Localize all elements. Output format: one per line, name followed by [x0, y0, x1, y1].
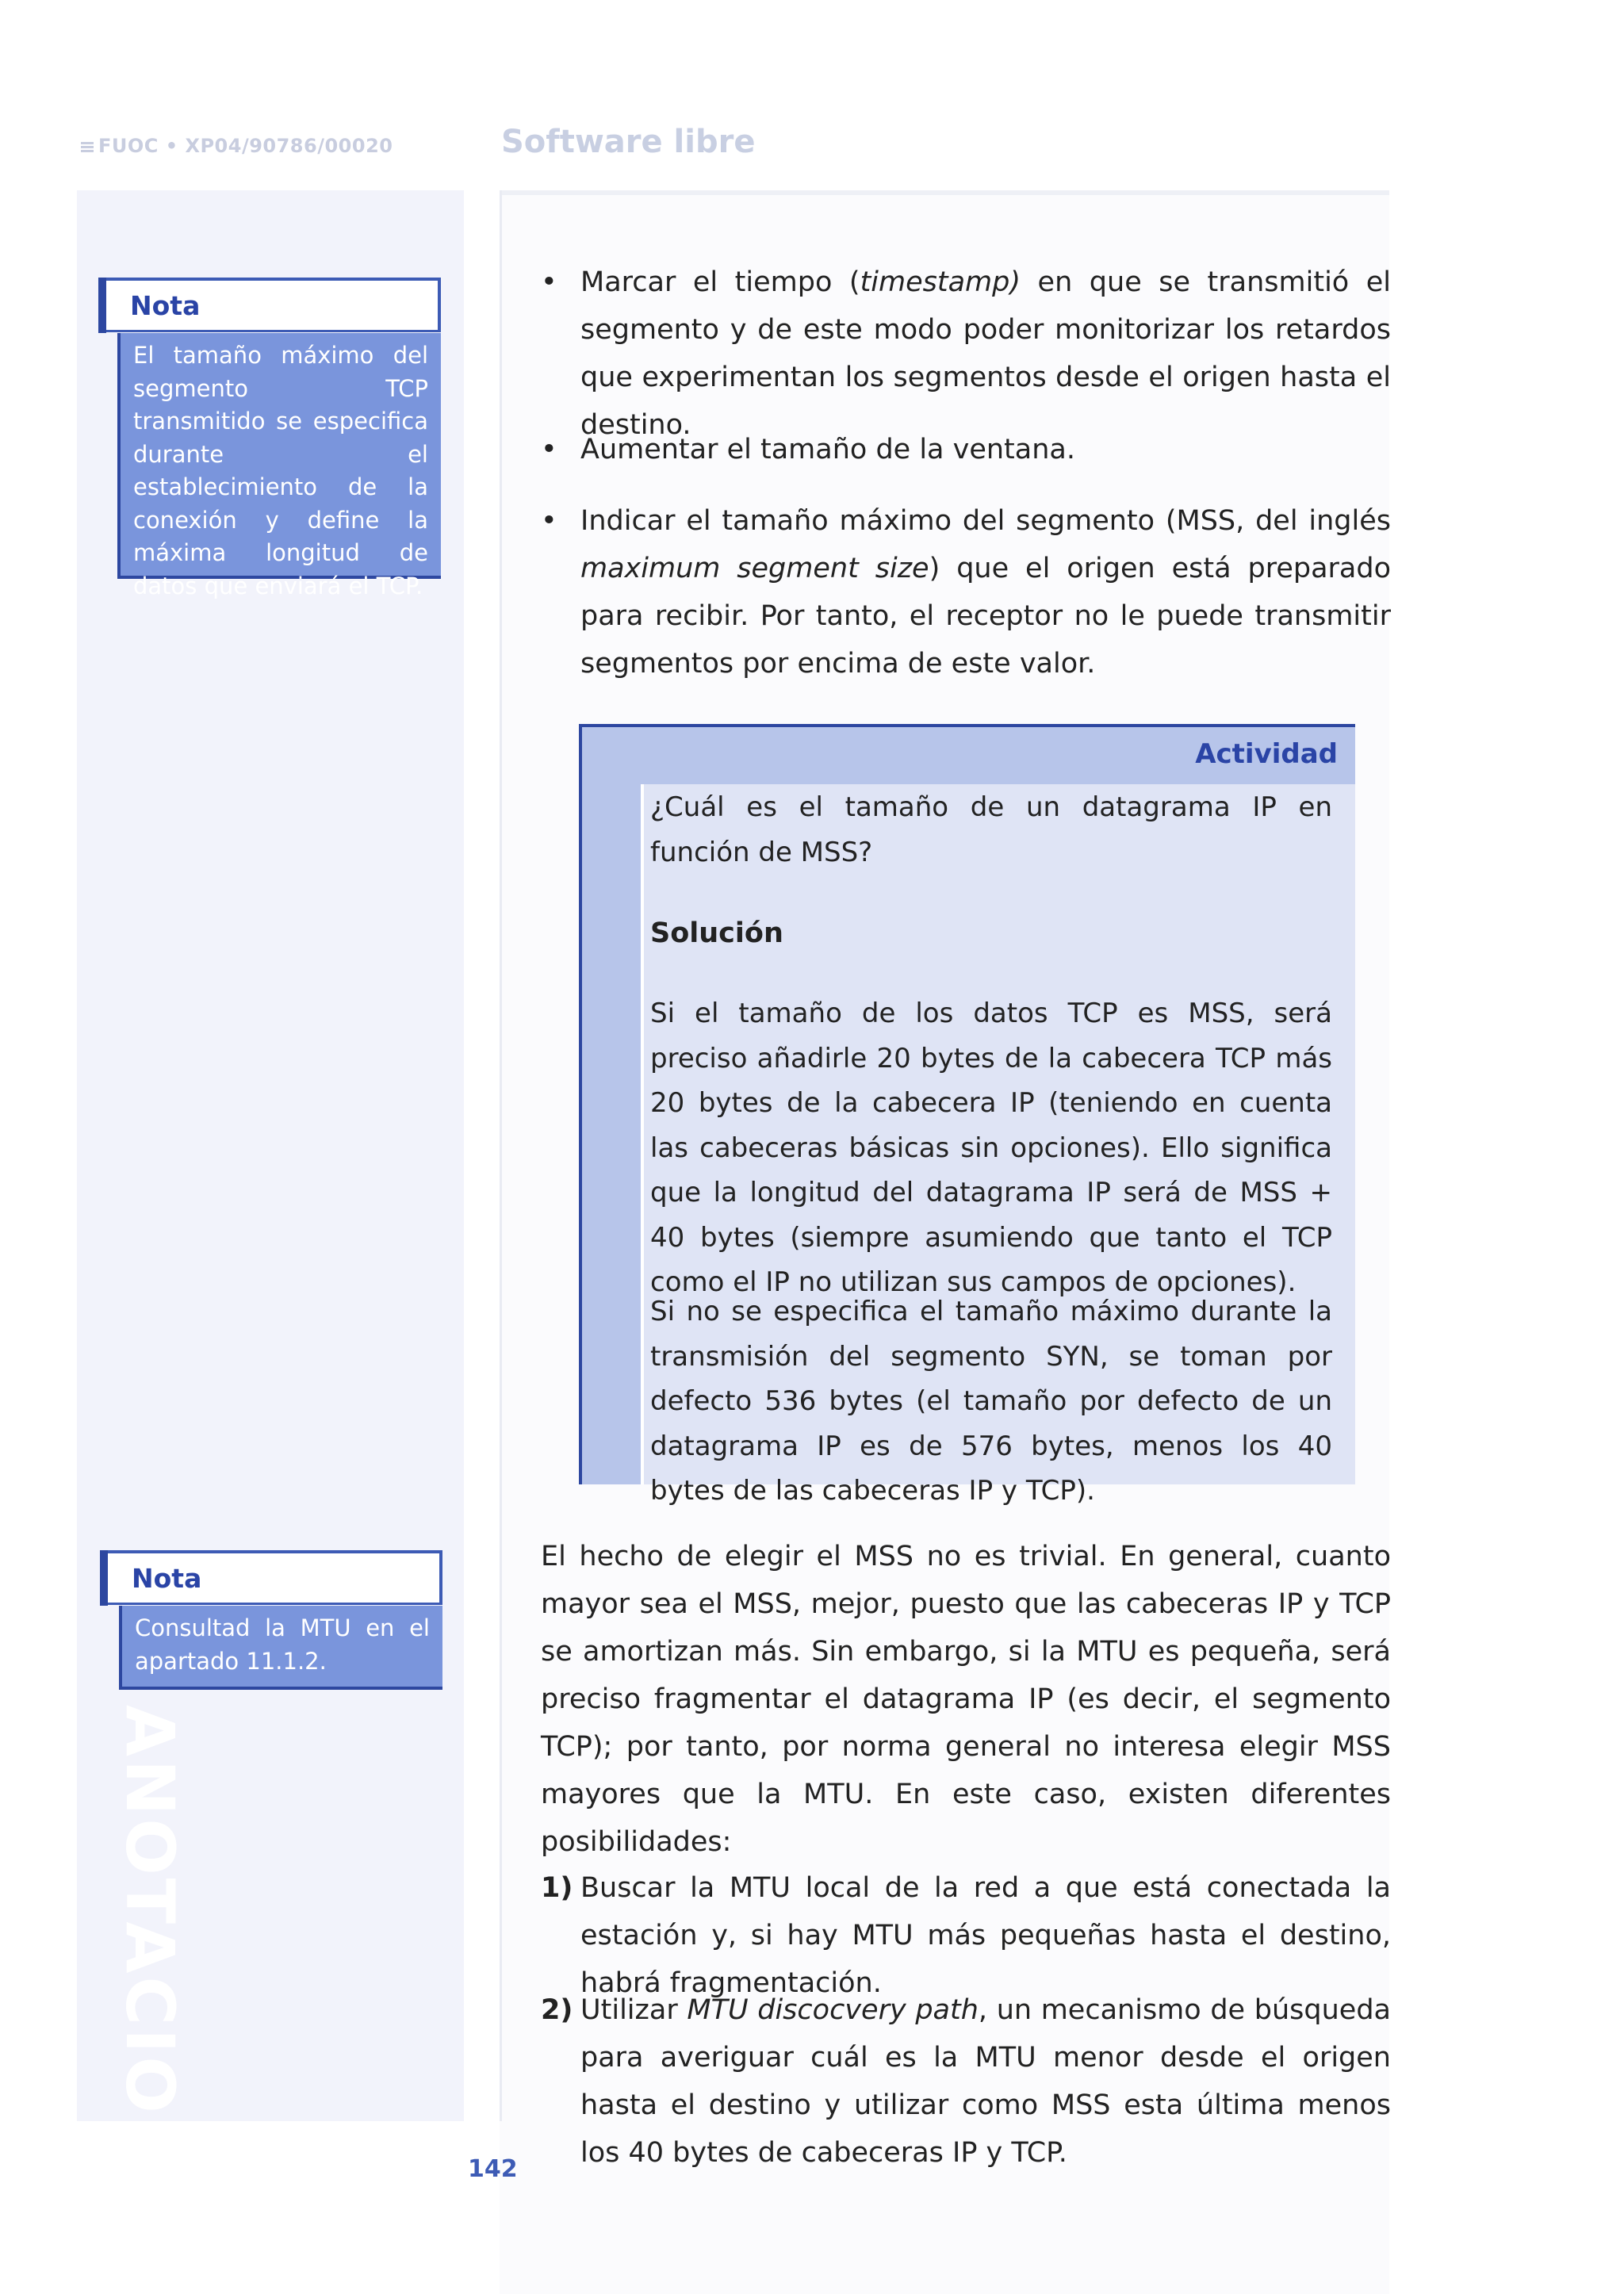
bullet-text: Indicar el tamaño máximo del segmento (MSS, del inglés: [580, 505, 1391, 537]
nota-body: El tamaño máximo del segmento TCP transmitido se especifica durante el establecimiento de la conexión y define la máxima longitud de datos que enviará el TCP.: [117, 333, 441, 579]
nota-title: Nota: [132, 1563, 202, 1594]
solucion-paragraph-2: Si no se especifica el tamaño máximo durante la transmisión del segmento SYN, se toman por defecto 536 bytes (el tamaño por defecto de un datagrama IP es de 576 bytes, menos los 40 bytes de las cabeceras IP y TCP).: [650, 1296, 1332, 1507]
page-number: 142: [468, 2155, 518, 2183]
fuoc-logo-icon: [79, 139, 95, 155]
actividad-label: Actividad: [1195, 738, 1338, 770]
main-frame-top-border: [500, 190, 1389, 195]
actividad-question: ¿Cuál es el tamaño de un datagrama IP en función de MSS?: [650, 791, 1332, 868]
header-reference: [79, 135, 393, 157]
bullet-item-1: [580, 259, 1391, 449]
solucion-paragraph-1: Si el tamaño de los datos TCP es MSS, será preciso añadirle 20 bytes de la cabecera TCP más 20 bytes de la cabecera IP (teniendo en cuenta las cabeceras básicas sin opciones). Ello significa que la longitud del datagrama IP será de MSS + 40 bytes (siempre asumiendo que tanto el TCP como el IP no utilizan sus campos de opciones).: [650, 998, 1332, 1298]
main-paragraph: El hecho de elegir el MSS no es trivial. En general, cuanto mayor sea el MSS, mejor, puesto que las cabeceras IP y TCP se amortizan más. Sin embargo, si la MTU es pequeña, será preciso fragmentar el datagrama IP (es decir, el segmento TCP); por tanto, por norma general no interesa elegir MSS mayores que la MTU. En este caso, existen diferentes posibilidades:: [541, 1541, 1391, 1858]
nota-box-1: [98, 278, 441, 599]
bullet-text: Aumentar el tamaño de la ventana.: [580, 434, 1075, 465]
bullet-text: en que se transmitió el segmento y de este modo poder monitorizar los retardos que experimentan los segmentos desde el origen hasta el destino.: [580, 266, 1391, 441]
bullet-emphasis: timestamp): [860, 266, 1021, 298]
nota-body: Consultad la MTU en el apartado 11.1.2.: [119, 1606, 442, 1690]
list-item-text: Buscar la MTU local de la red a que está conectada la estación y, si hay MTU más pequeñas hasta el destino, habrá fragmentación.: [580, 1872, 1391, 1999]
nota-title: Nota: [130, 290, 201, 321]
list-item-number: 2): [541, 1994, 573, 2026]
nota-title-box: [98, 278, 441, 332]
main-frame-left-border: [500, 190, 502, 2121]
sidebar-watermark: ANOTACIONES: [111, 1705, 189, 2275]
bullet-text: Marcar el tiempo (: [580, 266, 860, 298]
list-item-text: Utilizar: [580, 1994, 688, 2026]
nota-title-box: [100, 1550, 442, 1605]
list-item-emphasis: MTU discocvery path: [687, 1994, 979, 2026]
bullet-marker: •: [541, 505, 557, 537]
list-item-text: , un mecanismo de búsqueda para averiguar cuál es la MTU menor desde el origen hasta el destino y utilizar como MSS esta última menos los 40 bytes de cabeceras IP y TCP.: [580, 1994, 1391, 2169]
list-item-number: 1): [541, 1872, 573, 1904]
bullet-item-2: [580, 426, 1391, 473]
bullet-emphasis: maximum segment size: [580, 553, 929, 584]
nota-box-2: [100, 1550, 442, 1693]
bullet-marker: •: [541, 434, 557, 465]
solucion-heading: Solución: [650, 917, 783, 949]
bullet-item-3: [580, 497, 1391, 687]
header-title: Software libre: [501, 124, 756, 160]
bullet-marker: •: [541, 266, 557, 298]
list-item-1: [580, 1864, 1391, 2007]
bullet-text: ) que el origen está preparado para recibir. Por tanto, el receptor no le puede transmitir segmentos por encima de este valor.: [580, 553, 1392, 680]
header-ref-text: FUOC • XP04/90786/00020: [98, 135, 393, 157]
list-item-2: [580, 1986, 1391, 2177]
